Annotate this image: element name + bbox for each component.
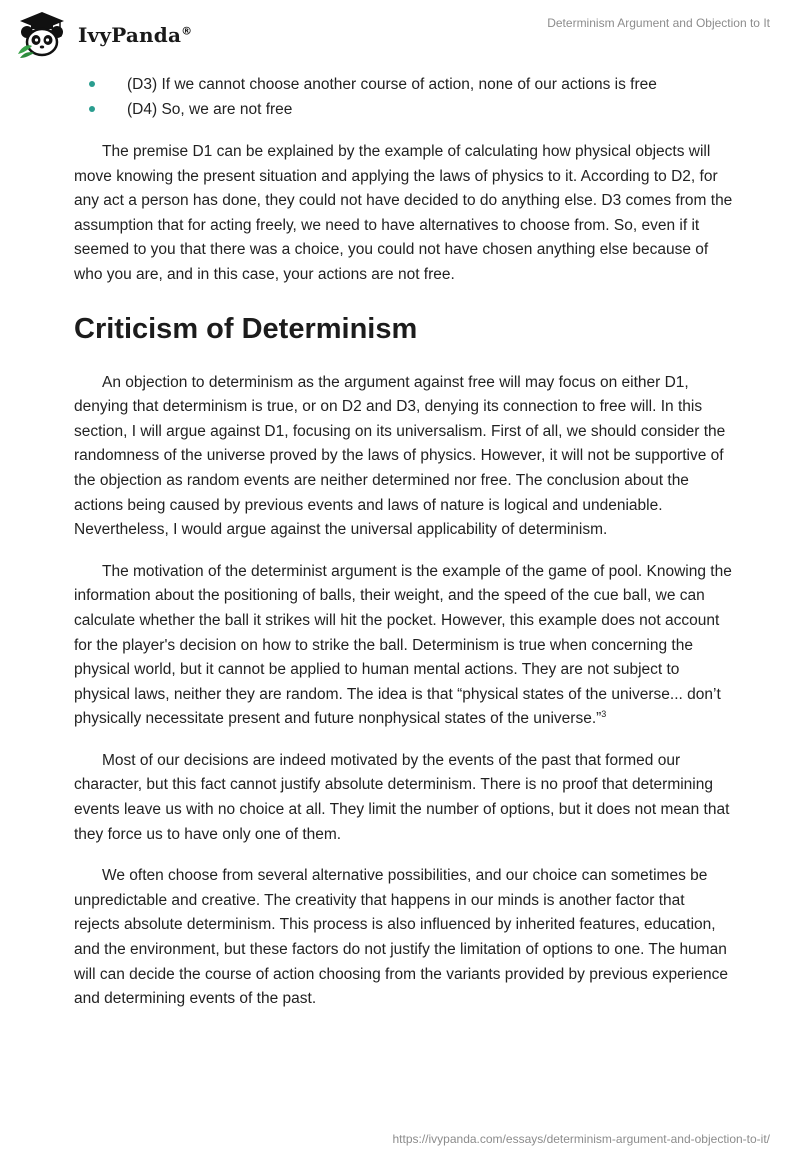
bullet-icon	[89, 81, 95, 87]
list-item: (D3) If we cannot choose another course of action, none of our actions is free	[74, 72, 734, 97]
ivypanda-logo[interactable]	[14, 8, 192, 60]
paragraph-pool-example: The motivation of the determinist argument is the example of the game of pool. Knowing the information about the positioning of balls, their weight, and the speed of the cue ball, we can calculate whether the ball it strikes will hit the pocket. However, this example does not account for the player's decision on how to strike the ball. Determinism is true when concerning the physical world, but it cannot be applied to human mental actions. They are not subject to physical laws, neither they are random. The idea is that “physical states of the universe... don’t physically necessitate present and future nonphysical states of the universe.”$^3$	[74, 562, 732, 728]
source-url[interactable]: https://ivypanda.com/essays/determinism-argument-and-objection-to-it/	[392, 1132, 770, 1146]
logo-wordmark: IvyPanda®	[78, 23, 193, 47]
section-heading: Criticism of Determinism	[74, 312, 418, 345]
bullet-icon	[89, 106, 95, 112]
paragraph-past-events: Most of our decisions are indeed motivated by the events of the past that formed our character, but this fact cannot justify absolute determinism. There is no proof that determining events leave us with no choice at all. They limit the number of options, but it does not mean that they force us to have only one of them.	[74, 751, 730, 843]
premise-list	[74, 72, 734, 122]
paragraph-premise-explanation: The premise D1 can be explained by the example of calculating how physical objects will move knowing the present situation and applying the laws of physics to it. According to D2, for any act a person has done, they could not have decided to do anything else. D3 comes from the assumption that for acting freely, we need to have alternatives to choose from. So, even if it seemed to you that there was a choice, you could not have chosen anything else because of who you are, and in this case, your actions are not free.	[74, 143, 733, 283]
page-header	[0, 0, 800, 70]
list-item: (D4) So, we are not free	[74, 97, 734, 122]
essay-body	[74, 72, 734, 1012]
paragraph-objection: An objection to determinism as the argument against free will may focus on either D1, denying that determinism is true, or on D2 and D3, denying its connection to free will. In this section, I will argue against D1, focusing on its universalism. First of all, we should consider the randomness of the universe proved by the laws of physics. However, it will not be supportive of the objection as random events are neither determined nor free. The conclusion about the actions being caused by previous events and laws of nature is logical and undeniable. Nevertheless, I would argue against the universal applicability of determinism.	[74, 373, 726, 539]
document-title: Determinism Argument and Objection to It	[547, 16, 770, 30]
paragraph-creativity: We often choose from several alternative possibilities, and our choice can sometimes be unpredictable and creative. The creativity that happens in our minds is another factor that rejects absolute determinism. This process is also influenced by inherited features, education, and the environment, but these factors do not justify the limitation of options to one. The human will can decide the course of action choosing from the variants provided by previous experience and determining events of the past.	[74, 867, 728, 1008]
panda-graduate-icon	[14, 8, 70, 60]
footnote-reference[interactable]: 3	[601, 709, 607, 720]
